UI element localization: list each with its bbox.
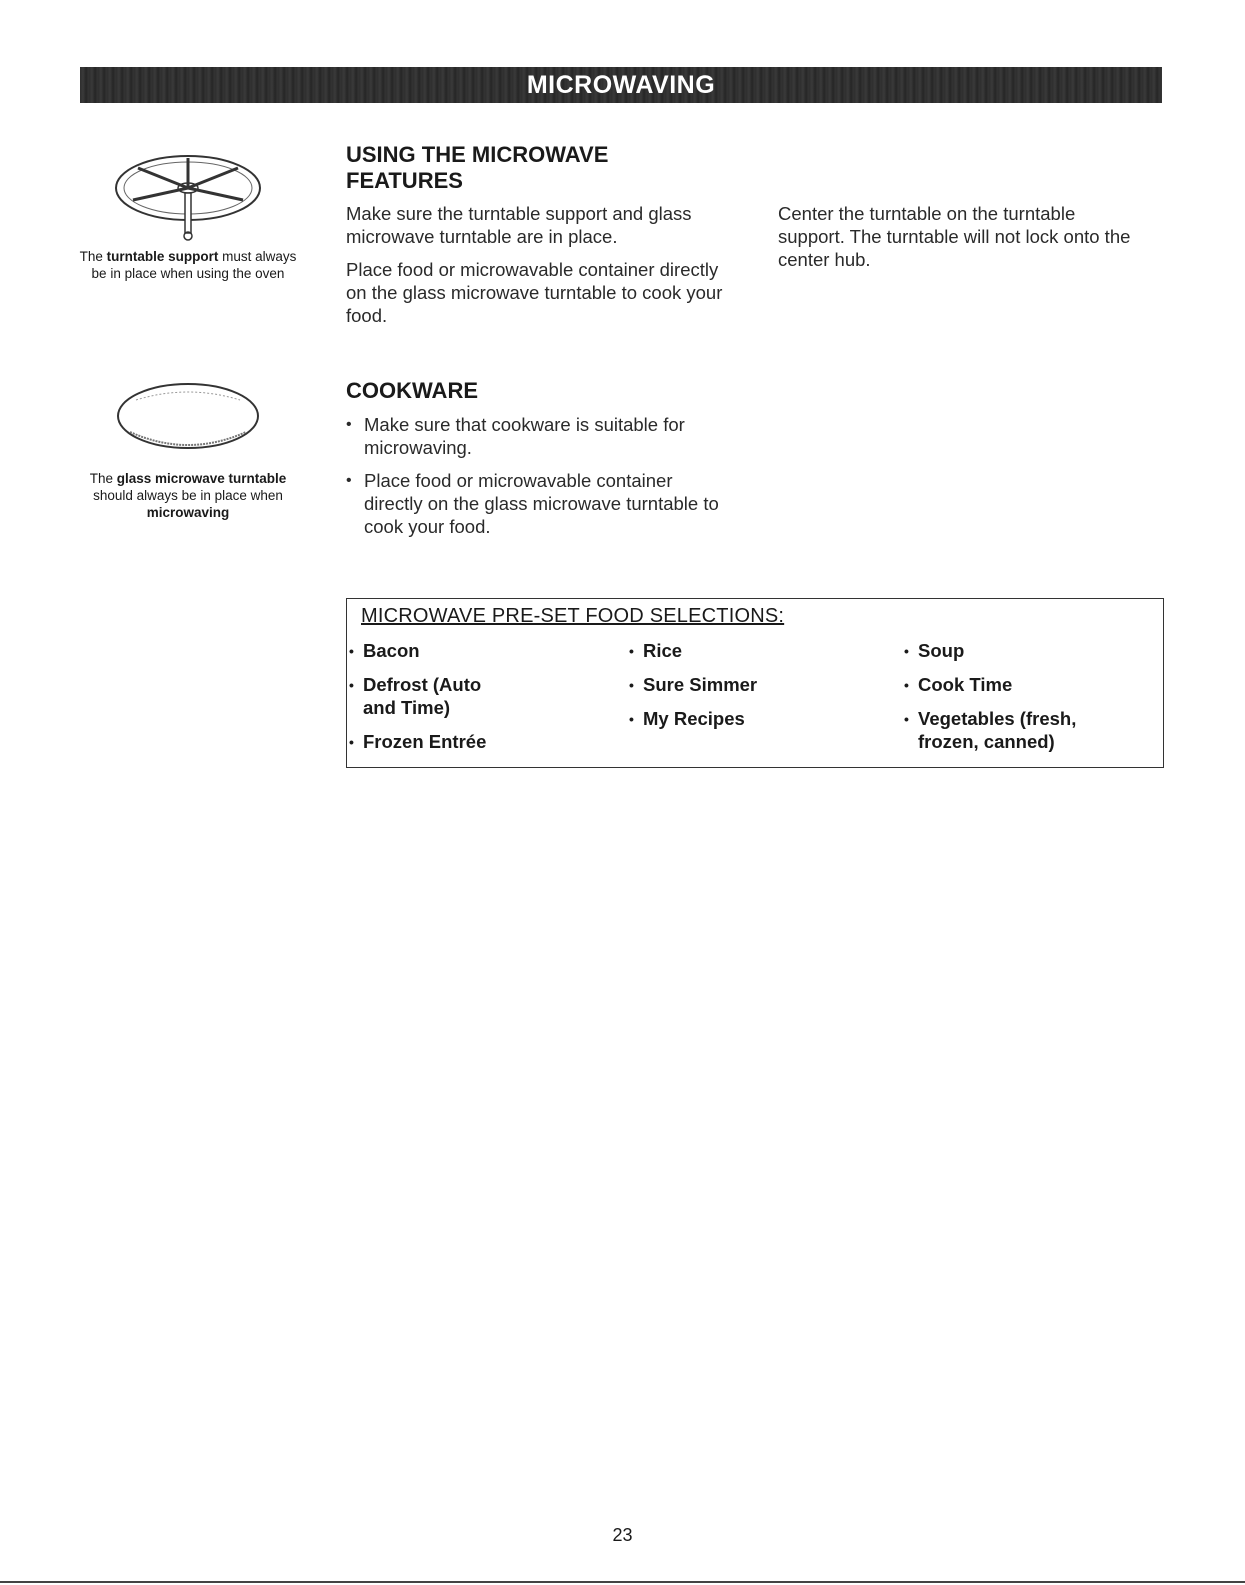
features-side-note	[778, 202, 1138, 281]
list-item: • Sure Simmer	[627, 673, 867, 696]
turntable-support-caption: The turntable support must always be in place when using the oven	[79, 249, 297, 281]
turntable-support-icon	[108, 148, 268, 248]
glass-turntable-caption: The glass microwave turntable should always be in place when microwaving	[89, 471, 287, 520]
preset-selections-box	[346, 598, 1164, 768]
features-paragraph: Place food or microwavable container directly on the glass microwave turntable to cook your food.	[346, 259, 723, 326]
glass-turntable-icon	[108, 380, 268, 460]
list-item: • Rice	[627, 639, 867, 662]
list-item: • Bacon	[347, 639, 587, 662]
cookware-body	[346, 413, 736, 548]
preset-column	[347, 639, 587, 764]
list-item: • Place food or microwavable container directly on the glass microwave turntable to cook your food.	[346, 469, 736, 538]
features-side-paragraph: Center the turntable on the turntable support. The turntable will not lock onto the center hub.	[778, 203, 1131, 270]
features-heading: USING THE MICROWAVE FEATURES	[346, 142, 609, 193]
list-item: • My Recipes	[627, 707, 867, 730]
list-item: • Vegetables (fresh, frozen, canned)	[902, 707, 1118, 753]
features-body	[346, 202, 741, 337]
list-item: • Defrost (Auto and Time)	[347, 673, 513, 719]
preset-title: MICROWAVE PRE-SET FOOD SELECTIONS:	[361, 605, 785, 627]
glass-turntable-figure	[78, 380, 298, 521]
bottom-rule	[0, 1581, 1245, 1583]
turntable-support-figure	[78, 148, 298, 282]
list-item: • Cook Time	[902, 673, 1142, 696]
features-paragraph: Make sure the turntable support and glass microwave turntable are in place.	[346, 203, 692, 247]
list-item: • Frozen Entrée	[347, 730, 587, 753]
section-title: MICROWAVING	[526, 71, 716, 99]
preset-column	[627, 639, 867, 741]
cookware-heading: COOKWARE	[346, 378, 478, 403]
section-banner	[80, 67, 1162, 103]
cookware-list	[346, 413, 736, 538]
list-item: • Make sure that cookware is suitable for microwaving.	[346, 413, 736, 459]
list-item: • Soup	[902, 639, 1142, 662]
page-number: 23	[612, 1525, 633, 1545]
preset-column	[902, 639, 1142, 764]
